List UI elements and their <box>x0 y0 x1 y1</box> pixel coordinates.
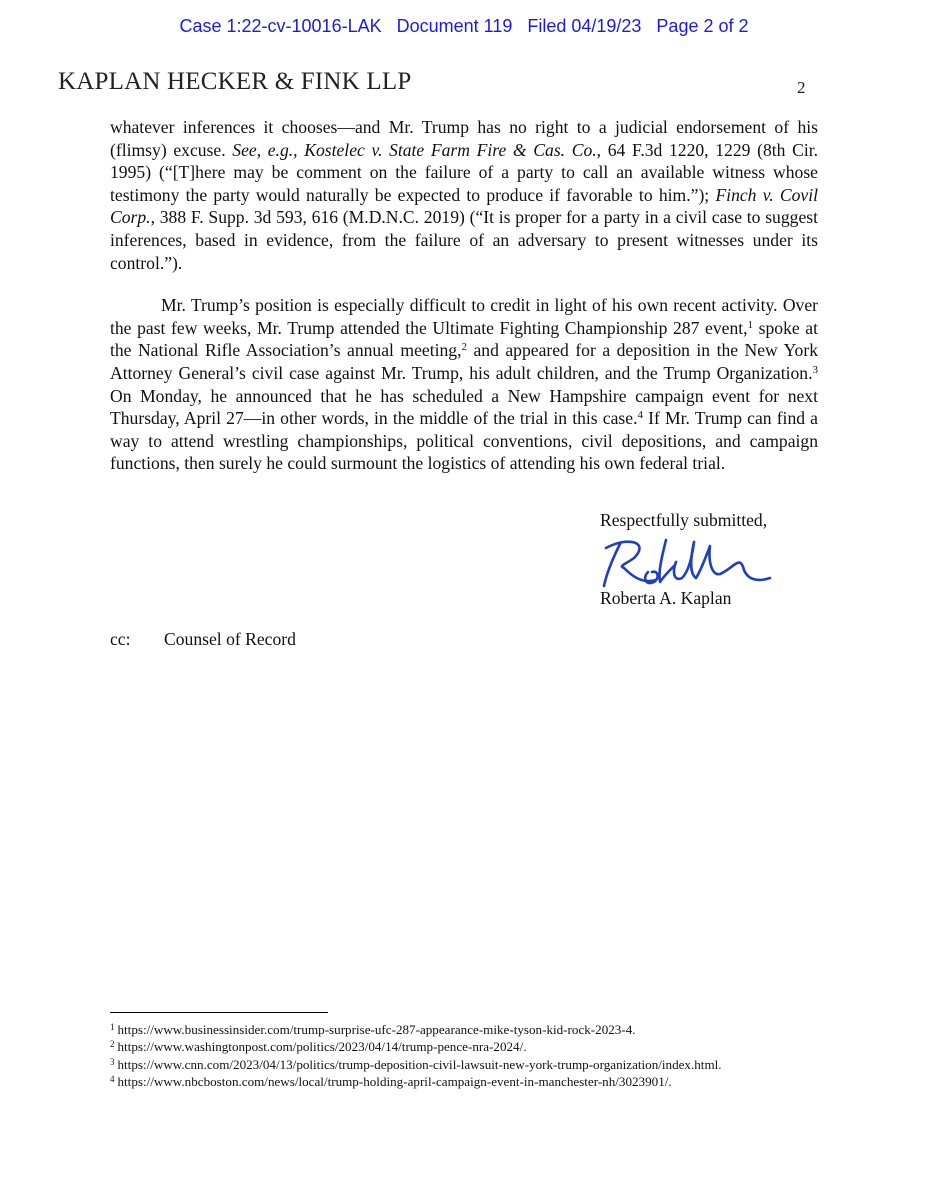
footnote-ref[interactable]: 4 <box>637 409 643 422</box>
footnote-link[interactable]: https://www.cnn.com/2023/04/13/politics/trump-deposition-civil-lawsuit-new-york-trump-organization/index.html. <box>117 1056 722 1072</box>
text-span: If Mr. Trump can find a way to attend wrestling championships, political conventions, civil depositions, and campaign functions, then surely he could surmount the logistics of attending his own federal trial. <box>110 408 818 474</box>
text-span: and appeared for a deposition in the New York Attorney General’s civil case against Mr. Trump, his adult children, and the Trump Organization. <box>110 340 818 383</box>
footnote-number: 4 <box>110 1073 115 1084</box>
case-name: Finch v. Covil Corp. <box>110 184 818 228</box>
page-number: 2 <box>797 78 806 97</box>
firm-letterhead: KAPLAN HECKER & FINK LLP <box>58 68 412 95</box>
footnote <box>110 1021 830 1038</box>
footnote-number: 2 <box>110 1039 115 1050</box>
footnote <box>110 1073 830 1090</box>
text-span: , 64 F.3d 1220, 1229 (8th Cir. 1995) (“[T]here may be comment on the failure of a party to call an available witness whose testimony the party would naturally be expected to produce if favorable to him.”); <box>110 139 819 205</box>
footnote-number: 3 <box>110 1056 115 1067</box>
cc-label: cc: <box>110 629 131 649</box>
footnote-ref[interactable]: 3 <box>812 363 818 376</box>
footnote <box>110 1038 830 1055</box>
signature-strokes <box>604 540 770 586</box>
letter-body <box>110 116 818 495</box>
footnote-link[interactable]: https://www.washingtonpost.com/politics/2023/04/14/trump-pence-nra-2024/. <box>117 1039 527 1055</box>
signature <box>598 532 773 592</box>
signer-name: Roberta A. Kaplan <box>600 588 732 608</box>
text-span: spoke at the National Rifle Association’s annual meeting, <box>110 317 818 361</box>
text-span: whatever inferences it chooses—and Mr. Trump has no right to a judicial endorsement of his (flimsy) excuse. <box>110 117 818 160</box>
paragraph-2 <box>110 294 818 475</box>
footnote-ref[interactable]: 1 <box>747 318 754 331</box>
footnote-ref[interactable]: 2 <box>461 341 467 354</box>
cc-line <box>110 629 296 650</box>
paragraph-1 <box>110 116 818 274</box>
text-span: On Monday, he announced that he has scheduled a New Hampshire campaign event for next Thursday, April 27—in other words, in the middle of the trial in this case. <box>110 385 818 429</box>
case-name: Kostelec v. State Farm Fire & Cas. Co. <box>304 139 597 160</box>
case-header: Case 1:22-cv-10016-LAK Document 119 Filed 04/19/23 Page 2 of 2 <box>179 16 749 36</box>
footnotes <box>110 1021 830 1090</box>
text-span: Mr. Trump’s position is especially difficult to credit in light of his own recent activity. Over the past few weeks, Mr. Trump attended the Ultimate Fighting Championship 287 event, <box>110 295 818 338</box>
footnote-divider <box>110 1012 328 1013</box>
footnote-link[interactable]: https://www.businessinsider.com/trump-surprise-ufc-287-appearance-mike-tyson-kid-rock-2023-4. <box>117 1022 636 1037</box>
footnote <box>110 1056 830 1073</box>
closing-salutation: Respectfully submitted, <box>600 510 768 530</box>
text-span: , <box>293 139 305 160</box>
text-span: , 388 F. Supp. 3d 593, 616 (M.D.N.C. 2019) (“It is proper for a party in a civil case to suggest inferences, based in evidence, from the failure of an adversary to present witnesses under its control.”). <box>110 207 818 273</box>
cc-value: Counsel of Record <box>164 629 296 649</box>
footnote-link[interactable]: https://www.nbcboston.com/news/local/trump-holding-april-campaign-event-in-manchester-nh/3023901/. <box>117 1073 672 1089</box>
footnote-number: 1 <box>110 1022 115 1032</box>
citation-signal: See, e.g. <box>232 139 294 160</box>
